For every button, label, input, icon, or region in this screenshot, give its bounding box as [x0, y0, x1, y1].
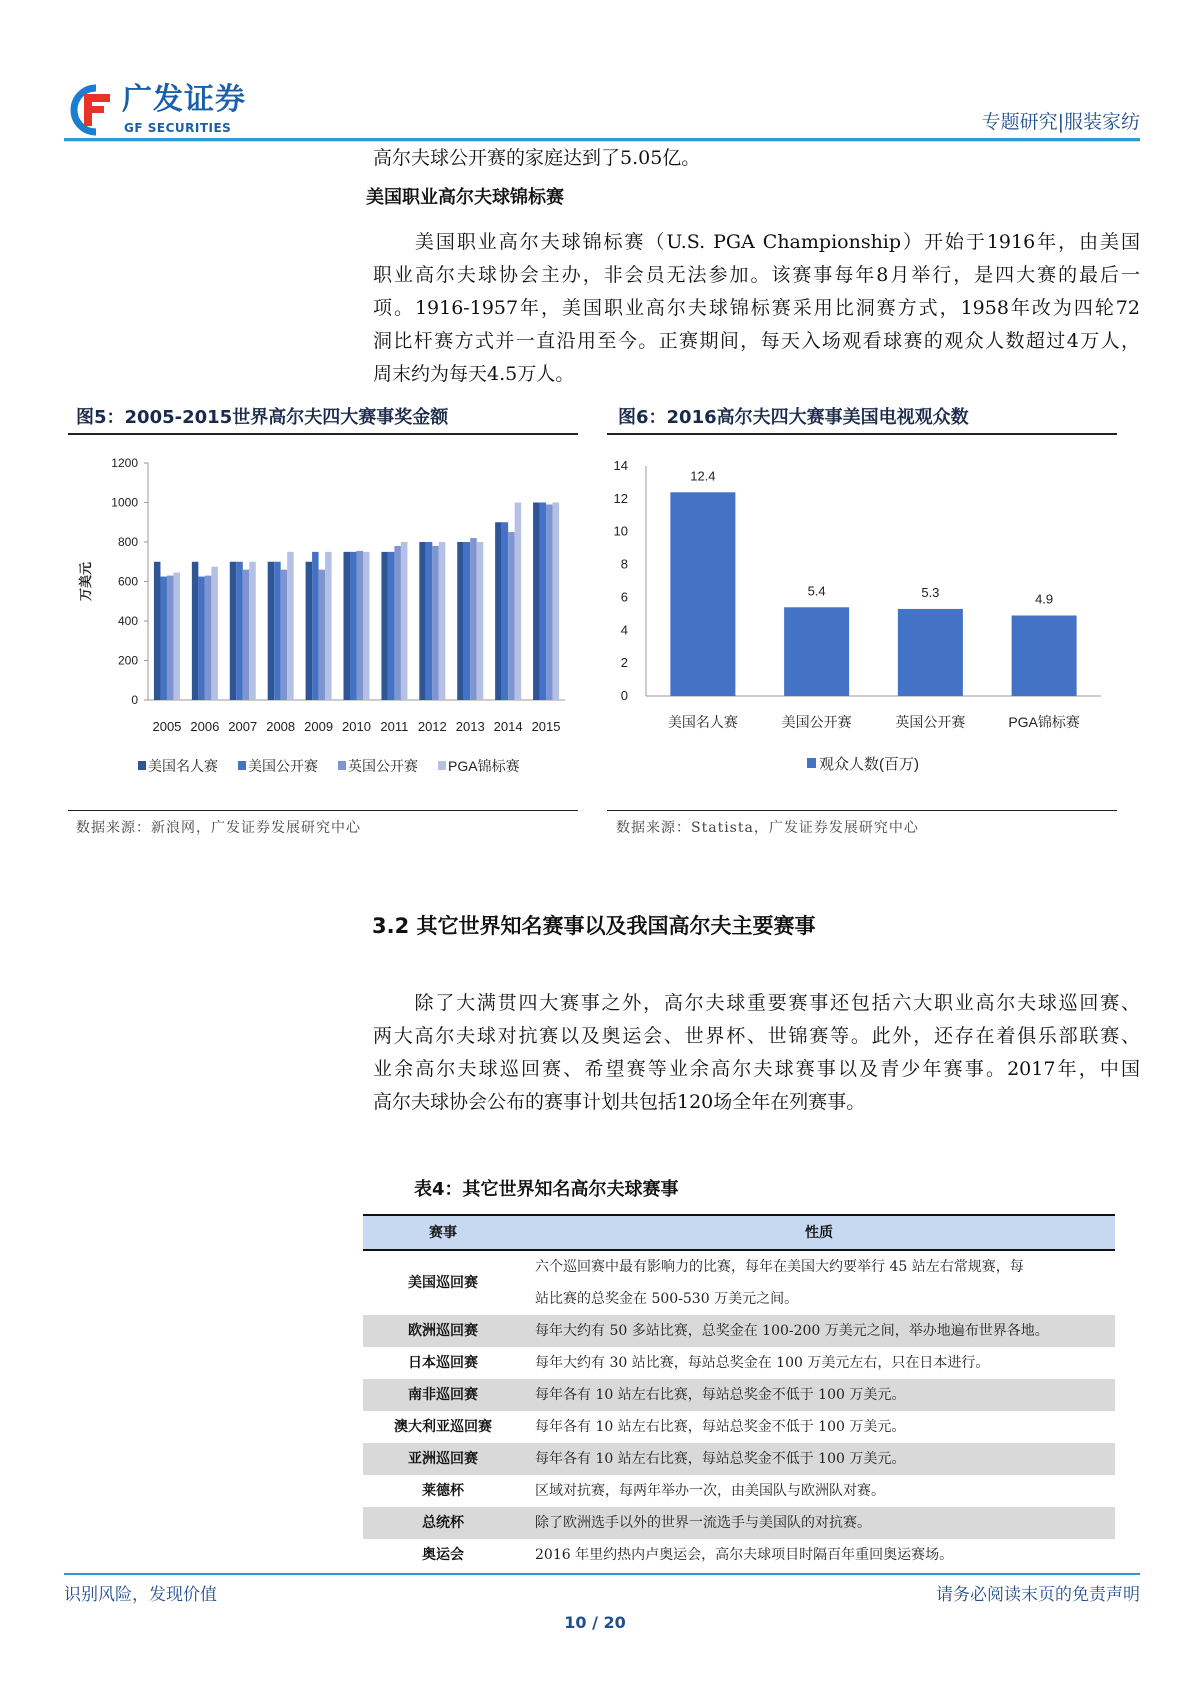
y-tick-label: 4: [620, 622, 628, 638]
legend-label: 英国公开赛: [348, 758, 418, 774]
bar-美国名人赛-2008: [268, 562, 275, 700]
bar-PGA锦标赛-2012: [439, 542, 446, 700]
bar-PGA锦标赛-2015: [553, 503, 560, 701]
figure6-source: 数据来源：Statista，广发证券发展研究中心: [616, 820, 919, 836]
x-tick-label: 2005: [152, 719, 182, 734]
x-tick-label: 2014: [493, 719, 523, 734]
table-row: [363, 1443, 1115, 1475]
paragraph-line: 项。1916-1957年，美国职业高尔夫球锦标赛采用比洞赛方式，1958年改为四轮72: [373, 297, 1140, 319]
y-tick-label: 12: [613, 490, 628, 506]
x-tick-label: 2010: [342, 719, 371, 734]
event-name: 莱德杯: [422, 1483, 464, 1499]
event-name: 美国巡回赛: [408, 1275, 478, 1291]
figure6-bottom-rule: [607, 810, 1117, 811]
event-name: 欧洲巡回赛: [363, 1315, 523, 1347]
table-header-row: [363, 1215, 1115, 1250]
bar-美国公开赛-2011: [388, 552, 395, 700]
x-tick-label: 2012: [417, 719, 447, 734]
paragraph-line: 美国职业高尔夫球锦标赛（U.S. PGA Championship）开始于1916年，由美国: [373, 231, 1140, 253]
y-tick-label: 200: [117, 653, 138, 668]
table-row: [363, 1475, 1115, 1507]
paragraph-line: 职业高尔夫球协会主办，非会员无法参加。该赛事每年8月举行，是四大赛的最后一: [373, 264, 1140, 286]
figure5-title: 图5：2005-2015世界高尔夫四大赛事奖金额: [76, 407, 449, 428]
event-desc: 每年大约有 50 多站比赛，总奖金在 100-200 万美元之间，举办地遍布世界各地。: [523, 1315, 1115, 1347]
bar-美国名人赛-2013: [457, 542, 464, 700]
data-label: 5.3: [921, 584, 940, 600]
paragraph-line: 除了大满贯四大赛事之外，高尔夫球重要赛事还包括六大职业高尔夫球巡回赛、: [373, 992, 1140, 1014]
figure6-top-rule: [607, 433, 1117, 435]
x-tick-label: 2009: [304, 719, 334, 734]
bar-英国公开赛-2008: [281, 570, 288, 700]
bar-PGA锦标赛-2005: [173, 573, 180, 700]
data-label: 12.4: [690, 468, 716, 484]
figure6-chart: [607, 440, 1117, 810]
event-name: 亚洲巡回赛: [363, 1443, 523, 1475]
logo-text-en: GF SECURITIES: [124, 121, 232, 135]
bar-PGA锦标赛-2008: [287, 552, 294, 700]
bar-美国公开赛-2015: [540, 503, 547, 701]
bar-美国名人赛-2014: [495, 522, 502, 700]
disclaimer-link[interactable]: 请务必阅读末页的免责声明: [936, 1585, 1140, 1605]
event-desc-line: 六个巡回赛中最有影响力的比赛，每年在美国大约要举行 45 站左右常规赛，每: [535, 1259, 1024, 1275]
table-row: [363, 1539, 1115, 1571]
x-tick-label: 英国公开赛: [895, 714, 966, 730]
paragraph-line: 业余高尔夫球巡回赛、希望赛等业余高尔夫球赛事以及青少年赛事。2017年，中国: [373, 1058, 1140, 1080]
logo-text-cn: 广发证券: [122, 82, 246, 117]
paragraph-line: 高尔夫球协会公布的赛事计划共包括120场全年在列赛事。: [373, 1091, 866, 1113]
event-name: 澳大利亚巡回赛: [394, 1419, 492, 1435]
bar-美国名人赛-2011: [381, 552, 388, 700]
intro-line: 高尔夫球公开赛的家庭达到了5.05亿。: [373, 147, 701, 169]
table-row: [363, 1315, 1115, 1347]
data-label: 4.9: [1035, 591, 1054, 607]
column-header-nature: 性质: [523, 1215, 1115, 1250]
bar-英国公开赛-2009: [319, 570, 326, 700]
bar-美国公开赛-2007: [236, 562, 243, 700]
x-tick-label: 2006: [190, 719, 220, 734]
table-row: [363, 1250, 1115, 1315]
bar-PGA锦标赛-2011: [401, 542, 408, 700]
paragraph-line: 洞比杆赛方式并一直沿用至今。正赛期间，每天入场观看球赛的观众人数超过4万人，: [373, 330, 1140, 352]
bar-英国公开赛-2010: [357, 551, 364, 700]
section-heading: 3.2 其它世界知名赛事以及我国高尔夫主要赛事: [372, 914, 816, 938]
x-tick-label: 2008: [266, 719, 296, 734]
bar-美国公开赛-2009: [312, 552, 319, 700]
bar-美国名人赛: [670, 492, 735, 696]
bar-美国名人赛-2012: [419, 542, 426, 700]
figure5-top-rule: [68, 433, 578, 435]
legend-label: 观众人数(百万): [819, 756, 919, 773]
legend-swatch: [238, 761, 246, 770]
event-desc: 每年各有 10 站左右比赛，每站总奖金不低于 100 万美元。: [523, 1443, 1115, 1475]
bar-美国名人赛-2015: [533, 503, 540, 701]
bar-PGA锦标赛-2006: [211, 567, 218, 700]
bar-PGA锦标赛-2009: [325, 552, 332, 700]
y-tick-label: 1000: [111, 495, 138, 510]
y-tick-label: 10: [613, 523, 628, 539]
data-label: 5.4: [807, 583, 826, 599]
bar-PGA锦标赛-2014: [515, 503, 522, 701]
bar-美国公开赛-2013: [464, 542, 471, 700]
legend-label: 美国名人赛: [148, 758, 218, 774]
bar-美国公开赛-2010: [350, 552, 357, 700]
x-tick-label: 2007: [228, 719, 258, 734]
event-desc: 每年各有 10 站左右比赛，每站总奖金不低于 100 万美元。: [535, 1419, 906, 1435]
bar-美国公开赛-2005: [160, 577, 167, 700]
event-desc: [523, 1250, 1115, 1315]
y-tick-label: 0: [620, 688, 628, 703]
bar-英国公开赛-2005: [167, 576, 174, 700]
event-desc: 每年各有 10 站左右比赛，每站总奖金不低于 100 万美元。: [523, 1379, 1115, 1411]
bar-美国公开赛-2008: [274, 562, 281, 700]
bar-英国公开赛-2012: [432, 546, 439, 700]
legend-swatch: [438, 761, 446, 770]
paragraph-line: 两大高尔夫球对抗赛以及奥运会、世界杯、世锦赛等。此外，还存在着俱乐部联赛、: [373, 1025, 1140, 1047]
legend-swatch: [338, 761, 346, 770]
event-desc-line: 站比赛的总奖金在 500-530 万美元之间。: [535, 1291, 799, 1307]
bar-美国名人赛-2006: [192, 562, 199, 700]
event-name: 总统杯: [363, 1507, 523, 1539]
y-tick-label: 800: [117, 535, 138, 549]
x-tick-label: PGA锦标赛: [1008, 714, 1080, 730]
event-name: 南非巡回赛: [363, 1379, 523, 1411]
table4: [363, 1214, 1115, 1571]
bar-美国公开赛-2014: [502, 522, 509, 700]
table-row: [363, 1347, 1115, 1379]
y-axis-label: 万美元: [78, 561, 93, 602]
bar-PGA锦标赛-2013: [477, 542, 484, 700]
legend-label: PGA锦标赛: [448, 758, 520, 774]
bar-PGA锦标赛-2010: [363, 552, 370, 700]
y-tick-label: 0: [131, 693, 138, 707]
pga-heading: 美国职业高尔夫球锦标赛: [366, 187, 564, 208]
bar-英国公开赛-2011: [394, 546, 401, 700]
logo-mark-icon: [66, 84, 114, 136]
bar-美国公开赛-2012: [426, 542, 433, 700]
figure6-title: 图6：2016高尔夫四大赛事美国电视观众数: [618, 407, 969, 428]
y-tick-label: 400: [117, 614, 138, 628]
y-tick-label: 600: [117, 574, 138, 589]
gf-securities-logo: [66, 84, 256, 138]
bar-美国名人赛-2005: [154, 562, 161, 700]
y-tick-label: 2: [620, 655, 628, 671]
x-tick-label: 美国公开赛: [781, 714, 852, 730]
figure5-bottom-rule: [68, 810, 578, 811]
bar-英国公开赛: [898, 609, 963, 696]
paragraph-line: 周末约为每天4.5万人。: [373, 363, 575, 385]
legend-swatch: [807, 758, 816, 768]
bar-英国公开赛-2015: [546, 504, 553, 700]
bar-美国名人赛-2007: [230, 562, 237, 700]
y-tick-label: 14: [613, 458, 628, 473]
bar-英国公开赛-2007: [243, 570, 250, 700]
bar-美国公开赛: [784, 607, 849, 696]
table4-title: 表4：其它世界知名高尔夫球赛事: [414, 1179, 679, 1200]
legend-label: 美国公开赛: [248, 758, 318, 774]
legend-swatch: [138, 761, 146, 770]
table-row: [363, 1379, 1115, 1411]
event-desc: 区域对抗赛，每两年举办一次，由美国队与欧洲队对赛。: [535, 1483, 885, 1499]
bar-美国名人赛-2009: [306, 562, 313, 700]
table-row: [363, 1411, 1115, 1443]
report-category: 专题研究|服装家纺: [981, 111, 1140, 133]
bar-英国公开赛-2014: [508, 532, 515, 700]
y-tick-label: 8: [620, 556, 628, 572]
event-desc: 除了欧洲选手以外的世界一流选手与美国队的对抗赛。: [523, 1507, 1115, 1539]
x-tick-label: 2015: [531, 719, 561, 734]
bar-英国公开赛-2013: [470, 538, 477, 700]
x-tick-label: 美国名人赛: [667, 714, 738, 730]
bar-美国名人赛-2010: [344, 552, 351, 700]
bar-PGA锦标赛-2007: [249, 562, 256, 700]
y-tick-label: 6: [620, 589, 628, 605]
figure5-chart: [68, 440, 578, 810]
page-number: 10 / 20: [564, 1613, 626, 1632]
x-tick-label: 2013: [455, 719, 485, 734]
figure5-source: 数据来源：新浪网，广发证券发展研究中心: [76, 820, 361, 836]
x-tick-label: 2011: [380, 719, 409, 734]
y-tick-label: 1200: [111, 456, 138, 470]
table-row: [363, 1507, 1115, 1539]
event-desc: 每年大约有 30 站比赛，每站总奖金在 100 万美元左右，只在日本进行。: [535, 1355, 990, 1371]
footer-divider: [64, 1573, 1140, 1575]
event-desc: 2016 年里约热内卢奥运会，高尔夫球项目时隔百年重回奥运赛场。: [535, 1547, 954, 1563]
event-name: 日本巡回赛: [408, 1355, 478, 1371]
bar-英国公开赛-2006: [205, 576, 212, 700]
event-name: 奥运会: [422, 1547, 464, 1563]
bar-PGA锦标赛: [1012, 616, 1077, 697]
bar-美国公开赛-2006: [198, 577, 205, 700]
column-header-event: 赛事: [363, 1215, 523, 1250]
footer-slogan: 识别风险，发现价值: [64, 1585, 217, 1605]
